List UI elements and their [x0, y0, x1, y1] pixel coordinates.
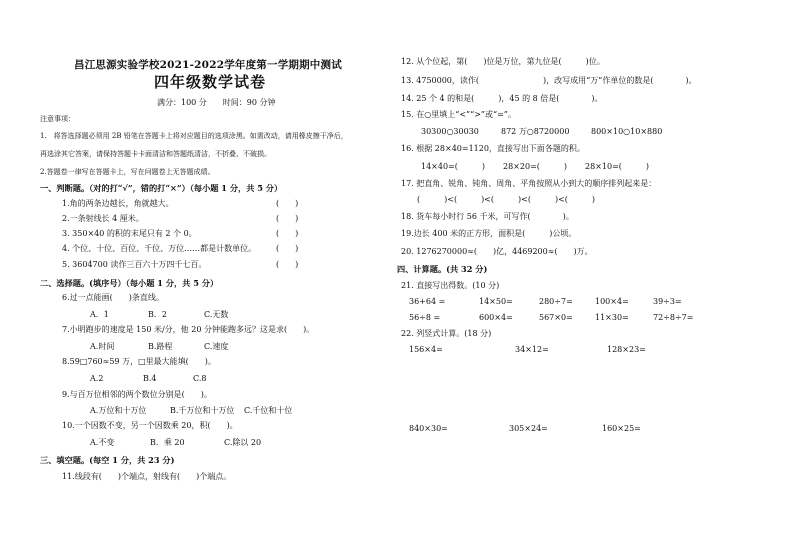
fill-q15-c: 800×10○10×880 [591, 127, 663, 136]
judge-item-5: 5. 3604700 读作三百六十万四千七百。 [62, 260, 207, 269]
oral-1-5: 39÷3= [653, 297, 682, 306]
choice-q6-b[interactable]: B．2 [148, 310, 167, 319]
vertical-1-1: 156×4= [409, 345, 443, 354]
choice-q6-a[interactable]: A．1 [90, 310, 109, 319]
fill-q17: 17. 把直角、锐角、钝角、周角、平角按照从小到大的顺序排列起来是： [401, 179, 657, 188]
calc-q22: 22. 列竖式计算。(18 分) [401, 329, 492, 338]
fill-q16-a: 14×40=( ) [421, 162, 486, 171]
fill-q16-c: 28×10=( ) [585, 162, 650, 171]
fill-q17-order: ( )<( )<( )<( )<( ) [417, 195, 596, 204]
notes-line-3: 2.答题卷一律写在答题卡上，写在问题卷上无答题成绩。 [40, 168, 215, 176]
oral-1-4: 100×4= [595, 297, 629, 306]
choice-q7-c[interactable]: C.速度 [204, 342, 229, 351]
choice-q8-c[interactable]: C.8 [193, 374, 207, 383]
fill-q15: 15. 在○里填上“<”“>”或“=”。 [401, 110, 516, 119]
choice-q6: 6.过一点能画( )条直线。 [62, 293, 164, 302]
fill-q12: 12. 从个位起，第( )位是万位，第九位是( )位。 [401, 57, 605, 66]
section-2-title: 二、选择题。(填序号）（每小题 1 分，共 5 分） [40, 278, 219, 288]
choice-q10: 10.一个因数不变，另一个因数乘 20，积( )。 [62, 421, 238, 430]
choice-q7-a[interactable]: A.时间 [90, 342, 115, 351]
oral-1-3: 280÷7= [539, 297, 573, 306]
notes-line-1: 1. 将答选择题必须用 2B 铅笔在答题卡上将对应题目的选项涂黑。如需改动，请用橡皮擦干净后， [40, 132, 348, 140]
choice-q6-c[interactable]: C.无数 [204, 310, 229, 319]
section-4-title: 四、计算题。(共 32 分) [397, 264, 488, 274]
section-3-title: 三、填空题。(每空 1 分，共 23 分) [40, 455, 175, 465]
choice-q7: 7.小明跑步的速度是 150 米/分，他 20 分钟能跑多远？这是求( )。 [62, 325, 315, 334]
fill-q15-a: 30300○30030 [421, 127, 479, 136]
exam-title: 四年级数学试卷 [154, 73, 267, 91]
oral-2-5: 72÷8÷7= [653, 313, 694, 322]
choice-q8-a[interactable]: A.2 [90, 374, 104, 383]
fill-q16-b: 28×20=( ) [503, 162, 568, 171]
judge-blank-3[interactable]: ( ) [276, 229, 299, 238]
choice-q10-a[interactable]: A.不变 [90, 438, 115, 447]
vertical-2-1: 840×30= [409, 424, 448, 433]
choice-q10-c[interactable]: C.除以 20 [224, 438, 262, 447]
choice-q10-b[interactable]: B．乘 20 [150, 438, 185, 447]
choice-q7-b[interactable]: B.路程 [148, 342, 173, 351]
choice-q8: 8.59□760≈59 万，□里最大能填( )。 [62, 357, 216, 366]
judge-blank-2[interactable]: ( ) [276, 214, 299, 223]
section-1-title: 一、判断题。（对的打“√”，错的打“×”）（每小题 1 分，共 5 分） [40, 183, 283, 193]
vertical-2-3: 160×25= [602, 424, 641, 433]
choice-q9-c[interactable]: C.千位和十位 [244, 406, 293, 415]
fill-q11: 11.线段有( )个端点，射线有( )个端点。 [62, 472, 232, 481]
fill-q20: 20. 1276270000≈( )亿，4469200≈( )万。 [401, 247, 593, 256]
judge-item-3: 3. 350×40 的积的末尾只有 2 个 0。 [62, 229, 197, 238]
judge-item-1: 1.角的两条边越长，角就越大。 [62, 199, 174, 208]
notes-heading: 注意事项： [40, 115, 75, 123]
oral-2-2: 600×4= [479, 313, 513, 322]
choice-q9-b[interactable]: B.千万位和十万位 [170, 406, 235, 415]
choice-q9: 9.与百万位相邻的两个数位分别是( )。 [62, 390, 212, 399]
vertical-2-2: 305×24= [509, 424, 548, 433]
oral-1-1: 36+64 = [409, 297, 446, 306]
exam-meta: 满分：100 分 时间：90 分钟 [157, 98, 276, 107]
vertical-1-2: 34×12= [515, 345, 549, 354]
choice-q8-b[interactable]: B.4 [143, 374, 157, 383]
oral-2-1: 56÷8 = [409, 313, 441, 322]
school-title: 昌江思源实验学校2021-2022学年度第一学期期中测试 [74, 59, 342, 71]
vertical-1-3: 128×23= [607, 345, 646, 354]
fill-q18: 18. 货车每小时行 56 千米，可写作( )。 [401, 212, 574, 221]
oral-2-3: 567×0= [539, 313, 573, 322]
choice-q9-a[interactable]: A.万位和十万位 [90, 406, 147, 415]
fill-q14: 14. 25 个 4 的和是( )，45 的 8 倍是( )。 [401, 94, 603, 103]
fill-q16: 16. 根据 28×40=1120，直接写出下面各题的积。 [401, 144, 585, 153]
judge-blank-5[interactable]: ( ) [276, 260, 299, 269]
notes-line-2: 再选涂其它答案，请保持答题卡卡面清洁和答题纸清洁，不折叠、不破损。 [40, 150, 271, 158]
judge-blank-1[interactable]: ( ) [276, 199, 299, 208]
oral-2-4: 11×30= [595, 313, 629, 322]
fill-q19: 19.边长 400 米的正方形，面积是( )公顷。 [401, 229, 577, 238]
judge-item-2: 2.一条射线长 4 厘米。 [62, 214, 144, 223]
calc-q21: 21. 直接写出得数。(10 分) [401, 281, 500, 290]
judge-blank-4[interactable]: ( ) [276, 244, 299, 253]
fill-q13: 13. 4750000，读作( )，改写成用“万”作单位的数是( )。 [401, 76, 697, 85]
judge-item-4: 4. 个位、十位、百位、千位、万位……都是计数单位。 [62, 244, 257, 253]
oral-1-2: 14×50= [479, 297, 513, 306]
fill-q15-b: 872 万○8720000 [501, 127, 570, 136]
